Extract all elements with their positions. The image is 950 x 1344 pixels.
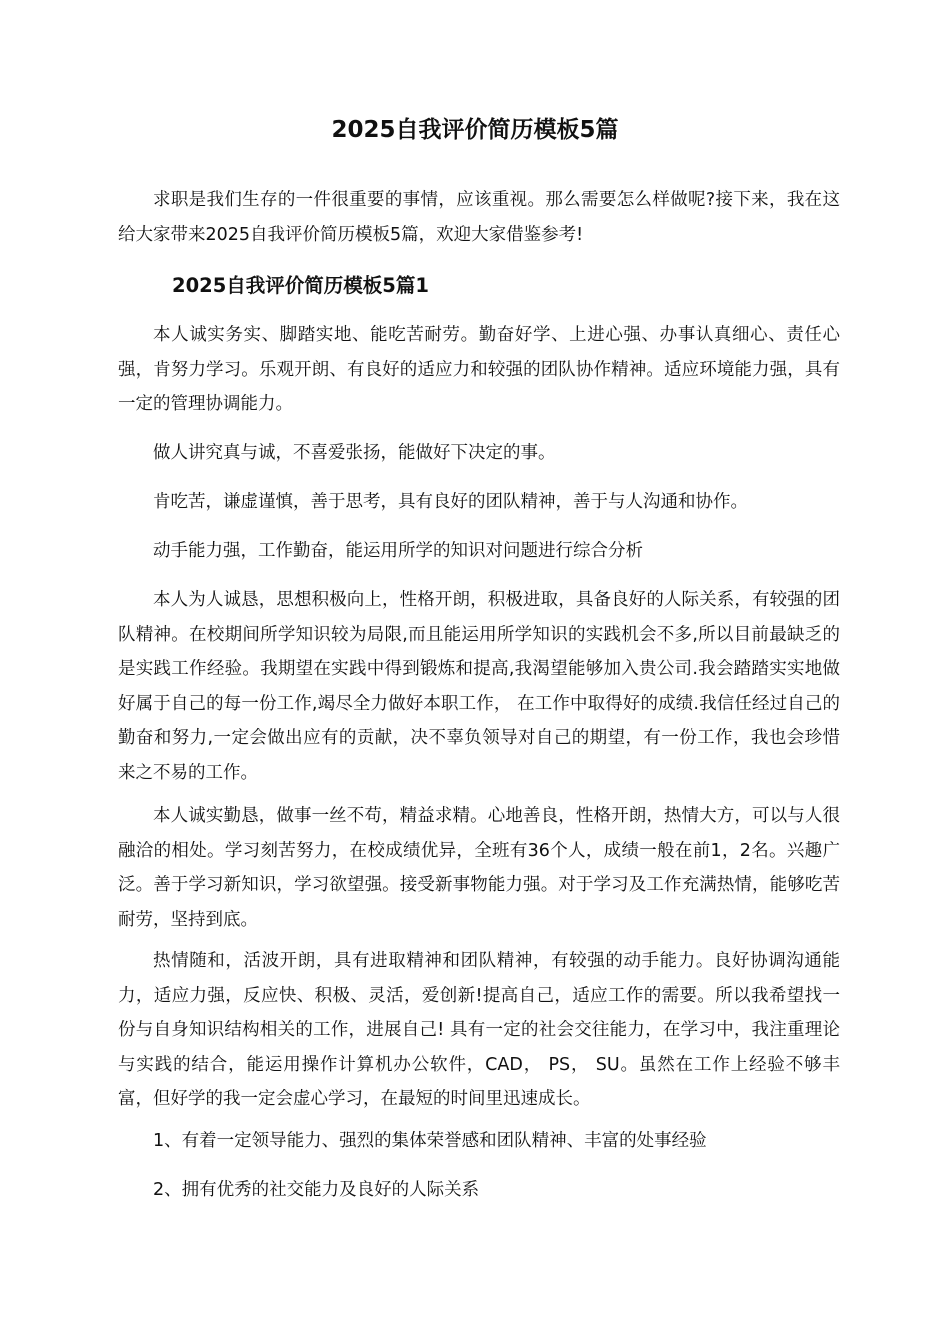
list-item: 2、拥有优秀的社交能力及良好的人际关系	[153, 1180, 480, 1200]
list-item: 1、有着一定领导能力、强烈的集体荣誉感和团队精神、丰富的处事经验	[153, 1131, 707, 1151]
section-heading: 2025自我评价简历模板5篇1	[172, 274, 429, 297]
paragraph: 做人讲究真与诚，不喜爱张扬，能做好下决定的事。	[153, 443, 556, 463]
paragraph: 动手能力强，工作勤奋，能运用所学的知识对问题进行综合分析	[153, 541, 643, 561]
paragraph: 本人诚实勤恳，做事一丝不苟，精益求精。心地善良，性格开朗，热情大方，可以与人很融洽的相处。学习刻苦努力，在校成绩优异，全班有36个人，成绩一般在前1，2名。兴趣广泛。善于学习新知识，学习欲望强。接受新事物能力强。对于学习及工作充满热情，能够吃苦耐劳，坚持到底。	[118, 806, 840, 930]
document-title: 2025自我评价简历模板5篇	[331, 117, 619, 143]
paragraph: 肯吃苦，谦虚谨慎，善于思考，具有良好的团队精神，善于与人沟通和协作。	[153, 492, 748, 512]
paragraph: 本人诚实务实、脚踏实地、能吃苦耐劳。勤奋好学、上进心强、办事认真细心、责任心强，肯努力学习。乐观开朗、有良好的适应力和较强的团队协作精神。适应环境能力强，具有一定的管理协调能力。	[118, 325, 840, 414]
paragraph: 热情随和，活波开朗，具有进取精神和团队精神，有较强的动手能力。良好协调沟通能力，适应力强，反应快、积极、灵活，爱创新!提高自己，适应工作的需要。所以我希望找一份与自身知识结构相关的工作，进展自己! 具有一定的社会交往能力，在学习中，我注重理论与实践的结合，能运用操作计算机办公软件，CAD， PS， SU。虽然在工作上经验不够丰富，但好学的我一定会虚心学习，在最短的时间里迅速成长。	[118, 951, 840, 1109]
paragraph: 本人为人诚恳，思想积极向上，性格开朗，积极进取，具备良好的人际关系，有较强的团队精神。在校期间所学知识较为局限,而且能运用所学知识的实践机会不多,所以目前最缺乏的是实践工作经验。我期望在实践中得到锻炼和提高,我渴望能够加入贵公司.我会踏踏实实地做好属于自己的每一份工作,竭尽全力做好本职工作， 在工作中取得好的成绩.我信任经过自己的勤奋和努力,一定会做出应有的贡献，决不辜负领导对自己的期望，有一份工作，我也会珍惜来之不易的工作。	[118, 590, 840, 783]
intro-paragraph: 求职是我们生存的一件很重要的事情，应该重视。那么需要怎么样做呢?接下来，我在这给大家带来2025自我评价简历模板5篇，欢迎大家借鉴参考!	[118, 190, 840, 245]
